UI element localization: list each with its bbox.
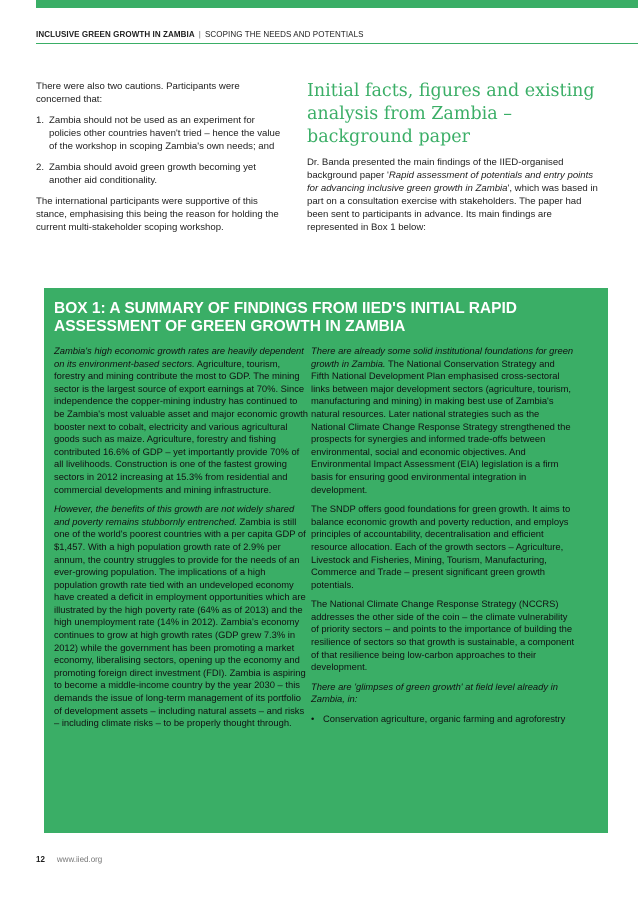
- paragraph-start: Dr. Banda presented the main findings of the IIED-organised background paper ': [307, 157, 564, 181]
- box-paragraph: [54, 503, 308, 730]
- paper-title: Rapid assessment of potentials and entry points for advancing inclusive green growth in Zambia: [307, 170, 594, 194]
- paragraph-lead: However, the benefits of this growth are not widely shared and poverty remains stubbornly entrenched.: [54, 503, 295, 527]
- caution-number: 1.: [36, 115, 45, 126]
- box-right-column: [311, 345, 575, 726]
- caution-item: [36, 161, 284, 187]
- top-accent-bar: [36, 0, 638, 8]
- cautions-intro: There were also two cautions. Participants were concerned that:: [36, 81, 240, 105]
- caution-text: Zambia should avoid green growth becoming yet another aid conditionality.: [49, 162, 256, 186]
- paragraph-body: The SNDP offers good foundations for green growth. It aims to balance economic growth and poverty reduction, and employs principles of accountability, decentralisation and efficient resource allocation. Each of the growth sectors – Agriculture, Livestock and Fisheries, Mining, Tourism, Manufacturing, Commerce and Trade – present significant green growth potentials.: [311, 503, 571, 590]
- paragraph-body: Zambia is still one of the world's poorest countries with a per capita GDP of $1,457. With a high population growth rate of 2.9% per annum, the country struggles to provide for the needs of an ever-growing population. The implications of a high population growth rate tied with an undeveloped economy have created a deficit in employment opportunities which are illustrated by the high poverty rate (64% as of 2013) and the high unemployment rate (14% in 2012). Zambia's economy continues to grow at high growth rates (GDP grew 7.3% in 2012) while the government has been promoting a market economy, liberalising sectors, opening up the economy and promoting foreign direct investment (FDI). Zambia is aspiring to become a middle-income country by the year 2030 – this demands the issue of long-term management of its portfolio of development assets – including natural assets – and risks – including climate risks – to be properly thought through.: [54, 515, 306, 729]
- running-header: [36, 30, 638, 44]
- section-heading: Initial facts, figures and existing analysis from Zambia – background paper: [307, 81, 595, 147]
- header-subtitle: SCOPING THE NEEDS AND POTENTIALS: [204, 30, 364, 39]
- right-column: [307, 80, 602, 242]
- header-title: INCLUSIVE GREEN GROWTH IN ZAMBIA: [36, 30, 195, 39]
- box-paragraph: [311, 503, 575, 591]
- paragraph-lead: There are already some solid institutional foundations for green growth in Zambia.: [311, 345, 574, 369]
- caution-text: Zambia should not be used as an experiment for policies other countries haven't tried – hence the value of the workshop in scoping Zambia's own needs; and: [49, 115, 281, 152]
- cautions-closing: The international participants were supportive of this stance, emphasising this being the reason for holding the current multi-stakeholder scoping workshop.: [36, 196, 279, 233]
- box-left-column: [54, 345, 308, 737]
- left-column: [36, 80, 284, 242]
- header-separator: |: [198, 30, 201, 39]
- box-1-title: BOX 1: A SUMMARY OF FINDINGS FROM IIED'S INITIAL RAPID ASSESSMENT OF GREEN GROWTH IN ZAMBIA: [54, 300, 517, 335]
- background-paper-paragraph: [307, 156, 602, 234]
- paragraph-body: The National Climate Change Response Strategy (NCCRS) addresses the other side of the coin – the climate vulnerability of priority sectors – and points to the importance of building the resilience of sectors so that growth is sustainable, a component of that resilience being low-carbon approaches to their development.: [311, 598, 575, 673]
- paragraph-end: ', which was based in part on a consultation exercise with stakeholders. The paper had been sent to participants in advance. Its main findings are represented in Box 1 below:: [307, 183, 598, 233]
- green-growth-glimpses-list: [311, 713, 575, 726]
- paragraph-body: Agriculture, tourism, forestry and mining contribute the most to GDP. The mining sector is the largest source of export earnings at 70%. Since independence the copper-mining industry has continued to be Zambia's most valuable asset and major economic growth booster next to cobalt, electricity and various agricultural goods such as maize. Agriculture, forestry and fishing contributed 16.6% of GDP – yet importantly provide 70% of all livelihoods. Construction is one of the fastest growing sectors in 2012 increasing at 15.3% from residential and commercial developments and mining infrastructure.: [54, 357, 308, 495]
- footer-url: www.iied.org: [56, 855, 103, 864]
- list-item: [311, 713, 575, 726]
- paragraph-body: The National Conservation Strategy and Fifth National Development Plan emphasised cross-sectoral links between major development sectors (agriculture, tourism, manufacturing and mining) in making best use of Zambia's natural resources. Later national strategies such as the National Climate Change Response Strategy strengthened the prospects for synergies and informed trade-offs between environmental, social and economic objectives. And Environmental Impact Assessment (EIA) legislation is a firm basis for ensuring good environmental integration in development.: [311, 357, 572, 495]
- caution-item: [36, 114, 284, 153]
- box-paragraph: [54, 345, 308, 496]
- box-paragraph: [311, 345, 575, 496]
- box-paragraph: [311, 598, 575, 674]
- page-footer: [36, 855, 102, 864]
- bullet-text: Conservation agriculture, organic farming and agroforestry: [323, 713, 566, 725]
- cautions-list: [36, 114, 284, 187]
- page-number: 12: [36, 855, 45, 864]
- bullet-icon: •: [311, 713, 315, 725]
- box-paragraph: [311, 681, 575, 706]
- paragraph-lead: There are 'glimpses of green growth' at field level already in Zambia, in:: [311, 680, 558, 705]
- paragraph-lead: Zambia's high economic growth rates are heavily dependent on its environment-based sectors.: [54, 345, 304, 369]
- caution-number: 2.: [36, 162, 45, 173]
